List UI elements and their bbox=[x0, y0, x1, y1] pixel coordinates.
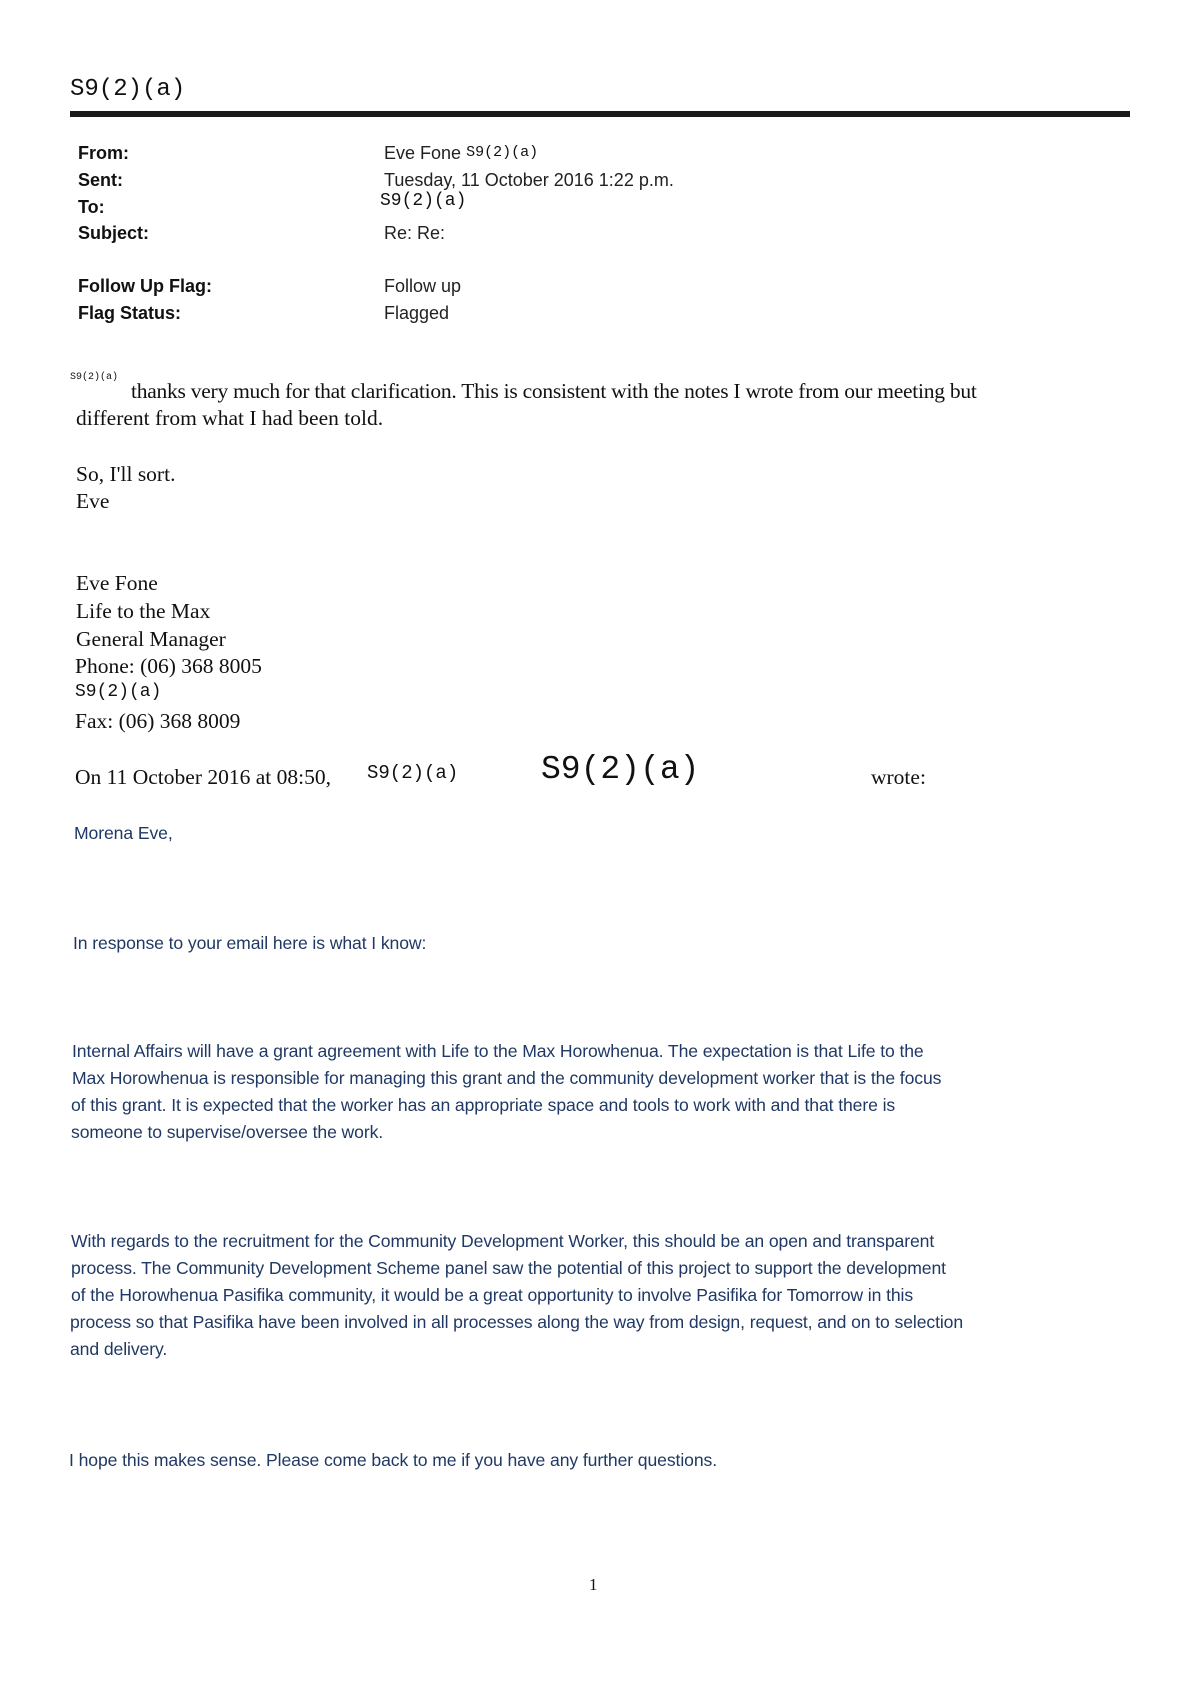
reply-line: Eve bbox=[76, 489, 110, 513]
from-label: From: bbox=[78, 143, 129, 163]
from-redaction: S9(2)(a) bbox=[466, 144, 539, 161]
signature-name: Eve Fone bbox=[76, 571, 158, 595]
quoted-para2-line: process so that Pasifika have been involved in all processes along the way from design, request, and on to selection bbox=[70, 1312, 964, 1332]
quote-header-redaction-small: S9(2)(a) bbox=[367, 762, 459, 784]
quoted-para2-line: of the Horowhenua Pasifika community, it would be a great opportunity to involve Pasifika for Tomorrow in this bbox=[71, 1285, 914, 1305]
reply-line: thanks very much for that clarification. This is consistent with the notes I wrote from our meeting but bbox=[131, 379, 977, 403]
page-number: 1 bbox=[589, 1575, 598, 1594]
quoted-para2-line: process. The Community Development Scheme panel saw the potential of this project to support the development bbox=[71, 1258, 946, 1278]
follow-up-flag-value: Follow up bbox=[384, 276, 462, 296]
flag-status-label: Flag Status: bbox=[78, 303, 182, 323]
signature-title: General Manager bbox=[76, 627, 226, 651]
recipient-redaction: S9(2)(a) bbox=[70, 372, 119, 383]
signature-org: Life to the Max bbox=[76, 599, 211, 623]
flag-status-value: Flagged bbox=[384, 303, 450, 323]
from-name: Eve Fone bbox=[384, 143, 462, 163]
quoted-para2-line: With regards to the recruitment for the Community Development Worker, this should be an open and transparent bbox=[71, 1231, 935, 1251]
sent-value: Tuesday, 11 October 2016 1:22 p.m. bbox=[384, 170, 674, 190]
reply-line: So, I'll sort. bbox=[76, 462, 176, 486]
signature-redaction: S9(2)(a) bbox=[75, 682, 162, 702]
quoted-para1-line: someone to supervise/oversee the work. bbox=[71, 1122, 384, 1142]
sent-label: Sent: bbox=[78, 170, 123, 190]
follow-up-flag-label: Follow Up Flag: bbox=[78, 276, 212, 296]
header-rule bbox=[70, 111, 1130, 117]
signature-phone: Phone: (06) 368 8005 bbox=[75, 654, 262, 678]
quoted-para1-line: Internal Affairs will have a grant agreement with Life to the Max Horowhenua. The expectation is that Life to the bbox=[72, 1041, 924, 1061]
quoted-para1-line: of this grant. It is expected that the worker has an appropriate space and tools to work with and that there is bbox=[71, 1095, 896, 1115]
quoted-intro: In response to your email here is what I know: bbox=[73, 933, 427, 953]
quoted-closing: I hope this makes sense. Please come back to me if you have any further questions. bbox=[69, 1450, 718, 1470]
from-value bbox=[384, 143, 538, 164]
quote-header-suffix: wrote: bbox=[871, 765, 926, 789]
subject-label: Subject: bbox=[78, 223, 150, 243]
header-redaction: S9(2)(a) bbox=[70, 76, 186, 103]
quoted-para1-line: Max Horowhenua is responsible for managing this grant and the community development worker that is the focus bbox=[72, 1068, 942, 1088]
quote-header-prefix: On 11 October 2016 at 08:50, bbox=[75, 765, 331, 789]
signature-fax: Fax: (06) 368 8009 bbox=[75, 709, 241, 733]
quote-header-redaction-large: S9(2)(a) bbox=[541, 751, 700, 788]
reply-line: different from what I had been told. bbox=[76, 406, 384, 430]
quoted-para2-line: and delivery. bbox=[70, 1339, 168, 1359]
to-redaction: S9(2)(a) bbox=[380, 191, 467, 211]
quoted-greeting: Morena Eve, bbox=[74, 823, 173, 843]
subject-value: Re: Re: bbox=[384, 223, 446, 243]
to-label: To: bbox=[78, 197, 105, 217]
